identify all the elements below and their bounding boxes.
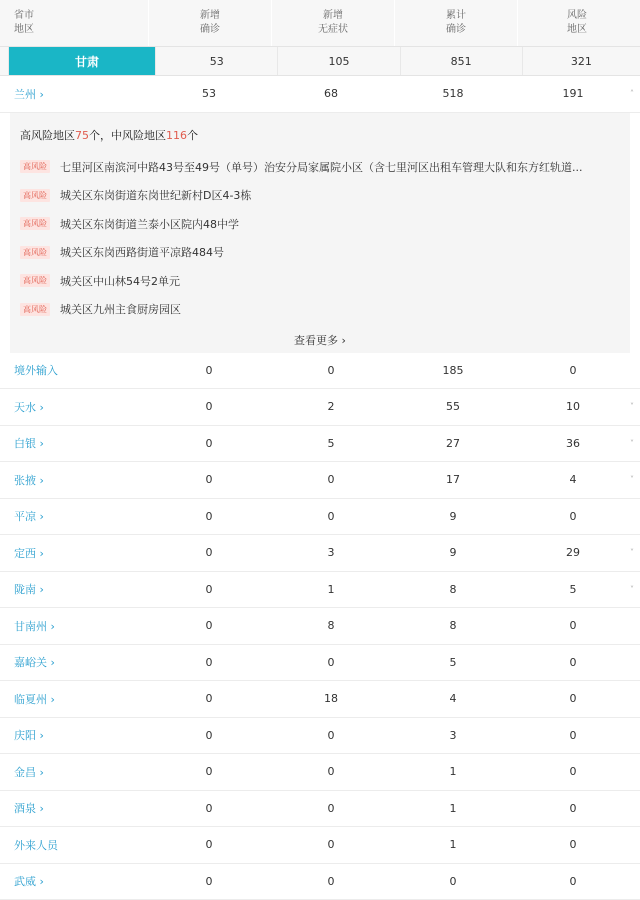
- risk-area-list: [20, 153, 620, 324]
- risk-summary: 高风险地区75个，中风险地区116个: [20, 127, 620, 143]
- city-new-confirmed: 0: [148, 802, 270, 815]
- city-new-confirmed: 0: [148, 473, 270, 486]
- city-new-confirmed: 0: [148, 729, 270, 742]
- city-total-confirmed: 3: [392, 729, 514, 742]
- city-new-asymptomatic: 68: [270, 87, 392, 100]
- city-new-confirmed: 0: [148, 619, 270, 632]
- high-risk-tag: 高风险: [20, 160, 50, 173]
- city-name-link[interactable]: 白银 ›: [0, 435, 148, 451]
- province-name: 甘肃: [8, 47, 155, 75]
- city-new-confirmed: 0: [148, 765, 270, 778]
- city-name-link[interactable]: 甘南州 ›: [0, 618, 148, 634]
- city-total-confirmed: 9: [392, 510, 514, 523]
- risk-area-item: [20, 295, 620, 324]
- city-name-link[interactable]: 张掖 ›: [0, 472, 148, 488]
- high-risk-count: 75: [75, 129, 89, 142]
- city-name-link[interactable]: 外来人员: [0, 837, 148, 853]
- city-new-asymptomatic: 8: [270, 619, 392, 632]
- table-row[interactable]: [0, 535, 640, 572]
- city-new-asymptomatic: 5: [270, 437, 392, 450]
- city-risk-areas: 36: [514, 437, 632, 450]
- table-row[interactable]: [0, 864, 640, 900]
- city-name-link[interactable]: 天水 ›: [0, 399, 148, 415]
- table-row[interactable]: [0, 389, 640, 426]
- city-row-lanzhou[interactable]: [0, 76, 640, 113]
- table-row[interactable]: [0, 608, 640, 645]
- table-row[interactable]: [0, 791, 640, 828]
- city-name-link[interactable]: 陇南 ›: [0, 581, 148, 597]
- city-new-asymptomatic: 0: [270, 656, 392, 669]
- risk-area-item: [20, 153, 620, 182]
- city-total-confirmed: 1: [392, 802, 514, 815]
- city-new-confirmed: 0: [148, 400, 270, 413]
- header-risk-areas: 风险 地区: [517, 0, 636, 46]
- collapse-icon[interactable]: ˄: [630, 89, 634, 98]
- header-new-confirmed: 新增 确诊: [148, 0, 271, 46]
- high-risk-tag: 高风险: [20, 274, 50, 287]
- expand-icon[interactable]: ˅: [630, 439, 634, 448]
- risk-area-address: 城关区东岗西路街道平凉路484号: [60, 244, 620, 260]
- table-row[interactable]: [0, 499, 640, 536]
- risk-area-item: [20, 210, 620, 239]
- table-row[interactable]: [0, 426, 640, 463]
- city-total-confirmed: 4: [392, 692, 514, 705]
- table-row[interactable]: [0, 754, 640, 791]
- province-new-asymptomatic: 105: [277, 47, 399, 75]
- city-risk-areas: 0: [514, 619, 632, 632]
- city-name-link[interactable]: 临夏州 ›: [0, 691, 148, 707]
- city-new-confirmed: 0: [148, 364, 270, 377]
- city-risk-areas: 0: [514, 875, 632, 888]
- table-row[interactable]: [0, 827, 640, 864]
- risk-area-address: 城关区东岗街道东岗世纪新村D区4-3栋: [60, 187, 620, 203]
- risk-area-panel: [10, 113, 630, 353]
- table-row[interactable]: [0, 681, 640, 718]
- city-total-confirmed: 17: [392, 473, 514, 486]
- risk-area-item: [20, 181, 620, 210]
- risk-area-address: 七里河区南滨河中路43号至49号（单号）治安分局家属院小区（含七里河区出租车管理大队和东方红轨道...: [60, 159, 620, 175]
- city-total-confirmed: 8: [392, 619, 514, 632]
- city-risk-areas: 0: [514, 692, 632, 705]
- risk-area-item: [20, 238, 620, 267]
- city-total-confirmed: 8: [392, 583, 514, 596]
- city-risk-areas: 0: [514, 765, 632, 778]
- province-new-confirmed: 53: [155, 47, 277, 75]
- city-new-asymptomatic: 0: [270, 473, 392, 486]
- city-risk-areas: 0: [514, 838, 632, 851]
- table-row[interactable]: [0, 353, 640, 390]
- city-name-link[interactable]: 定西 ›: [0, 545, 148, 561]
- high-risk-tag: 高风险: [20, 246, 50, 259]
- city-total-confirmed: 5: [392, 656, 514, 669]
- city-name-link[interactable]: 境外输入: [0, 362, 148, 378]
- city-risk-areas: 5: [514, 583, 632, 596]
- city-total-confirmed: 1: [392, 838, 514, 851]
- city-new-confirmed: 0: [148, 838, 270, 851]
- city-new-asymptomatic: 1: [270, 583, 392, 596]
- city-total-confirmed: 518: [392, 87, 514, 100]
- city-new-asymptomatic: 0: [270, 729, 392, 742]
- risk-area-address: 城关区东岗街道兰泰小区院内48中学: [60, 216, 620, 232]
- city-new-confirmed: 53: [148, 87, 270, 100]
- city-new-asymptomatic: 0: [270, 802, 392, 815]
- city-new-confirmed: 0: [148, 875, 270, 888]
- city-new-confirmed: 0: [148, 583, 270, 596]
- city-total-confirmed: 55: [392, 400, 514, 413]
- city-name-link[interactable]: 酒泉 ›: [0, 800, 148, 816]
- city-total-confirmed: 185: [392, 364, 514, 377]
- city-new-asymptomatic: 3: [270, 546, 392, 559]
- city-new-asymptomatic: 2: [270, 400, 392, 413]
- expand-icon[interactable]: ˅: [630, 548, 634, 557]
- city-risk-areas: 0: [514, 802, 632, 815]
- city-total-confirmed: 1: [392, 765, 514, 778]
- city-new-confirmed: 0: [148, 546, 270, 559]
- city-name-link[interactable]: 嘉峪关 ›: [0, 654, 148, 670]
- city-new-asymptomatic: 18: [270, 692, 392, 705]
- expand-icon[interactable]: ˅: [630, 585, 634, 594]
- header-new-asymptomatic: 新增 无症状: [271, 0, 394, 46]
- city-risk-areas: 29: [514, 546, 632, 559]
- header-total-confirmed: 累计 确诊: [394, 0, 517, 46]
- city-new-confirmed: 0: [148, 437, 270, 450]
- high-risk-tag: 高风险: [20, 189, 50, 202]
- mid-risk-count: 116: [166, 129, 187, 142]
- city-risk-areas: 191: [514, 87, 632, 100]
- risk-area-address: 城关区九州主食厨房园区: [60, 301, 620, 317]
- table-row[interactable]: [0, 718, 640, 755]
- expand-icon[interactable]: ˅: [630, 475, 634, 484]
- city-new-confirmed: 0: [148, 510, 270, 523]
- city-new-confirmed: 0: [148, 656, 270, 669]
- city-name-link[interactable]: 平凉 ›: [0, 508, 148, 524]
- province-row: [0, 47, 640, 76]
- risk-area-address: 城关区中山林54号2单元: [60, 273, 620, 289]
- city-total-confirmed: 9: [392, 546, 514, 559]
- city-total-confirmed: 27: [392, 437, 514, 450]
- city-risk-areas: 10: [514, 400, 632, 413]
- high-risk-tag: 高风险: [20, 303, 50, 316]
- city-risk-areas: 0: [514, 729, 632, 742]
- city-risk-areas: 4: [514, 473, 632, 486]
- province-risk-areas: 321: [522, 47, 640, 75]
- expand-icon[interactable]: ˅: [630, 402, 634, 411]
- city-risk-areas: 0: [514, 510, 632, 523]
- view-more-button[interactable]: 查看更多 ›: [20, 332, 620, 348]
- city-risk-areas: 0: [514, 656, 632, 669]
- city-name-link[interactable]: 兰州 ›: [0, 86, 148, 102]
- city-new-asymptomatic: 0: [270, 510, 392, 523]
- city-new-asymptomatic: 0: [270, 765, 392, 778]
- city-new-asymptomatic: 0: [270, 875, 392, 888]
- city-name-link[interactable]: 庆阳 ›: [0, 727, 148, 743]
- high-risk-tag: 高风险: [20, 217, 50, 230]
- city-new-asymptomatic: 0: [270, 364, 392, 377]
- city-total-confirmed: 0: [392, 875, 514, 888]
- province-total-confirmed: 851: [400, 47, 522, 75]
- header-region: 省市 地区: [0, 0, 148, 46]
- city-risk-areas: 0: [514, 364, 632, 377]
- city-new-confirmed: 0: [148, 692, 270, 705]
- table-row[interactable]: [0, 645, 640, 682]
- table-row[interactable]: [0, 462, 640, 499]
- risk-area-item: [20, 267, 620, 296]
- city-new-asymptomatic: 0: [270, 838, 392, 851]
- city-name-link[interactable]: 金昌 ›: [0, 764, 148, 780]
- table-header: [0, 0, 640, 47]
- table-row[interactable]: [0, 572, 640, 609]
- city-rows: [0, 353, 640, 900]
- city-name-link[interactable]: 武威 ›: [0, 873, 148, 889]
